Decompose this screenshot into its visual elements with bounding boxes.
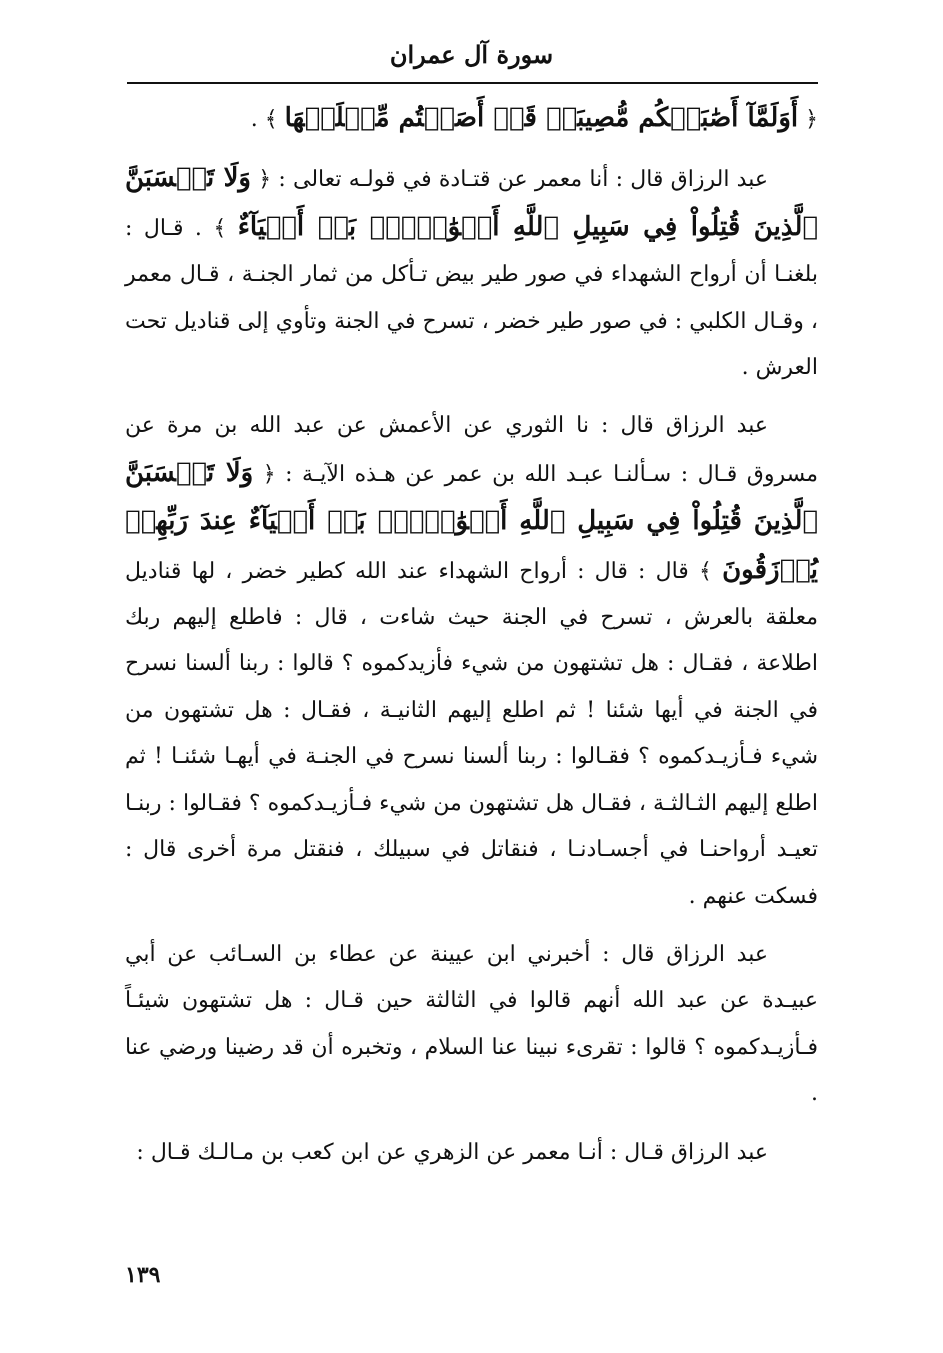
page-number: ١٣٩ [125,1262,161,1288]
verse-close-bracket: ﴾ [699,558,712,584]
paragraph-zuhri [125,1130,818,1176]
quran-verse: وَلَا تَحۡسَبَنَّ ٱلَّذِينَ قُتِلُواْ فِي سَبِيلِ ٱللَّهِ أَمۡوَٰتَۢاۚ بَلۡ أَحۡيَآءٌ عِندَ رَبِّهِمۡ يُرۡزَقُونَ [125,457,819,585]
paragraph-verse-1 [125,95,818,143]
paragraph-text: عبد الرزاق قـال : أنـا معمر عن الزهري عن ابن كعب بن مـالـك قـال : [136,1139,768,1165]
verse-open-bracket: ﴿ [258,167,272,193]
paragraph-text: عبد الرزاق قال : أنا معمر عن قتـادة في قولـه تعالى : [271,167,768,193]
quran-verse: وَلَا تَحۡسَبَنَّ ٱلَّذِينَ قُتِلُواْ فِي سَبِيلِ ٱللَّهِ أَمۡوَٰتَۢاۚ بَلۡ أَحۡيَآءٌ [125,163,818,242]
verse-close-bracket: ﴾ [213,215,227,241]
body-text [125,95,818,1188]
paragraph-text: . قـال : بلغنـا أن أرواح الشهداء في صور طير بيض تـأكل من ثمار الجنـة ، قـال معمر ، وقـال الكلبي : في صور طير خضر ، تسرح في الجنة وتأوي إلى قناديل تحت العرش . [125,215,818,381]
paragraph-masruq [125,403,818,919]
paragraph-text: عبد الرزاق قال : أخبرني ابن عيينة عن عطاء بن السـائب عن أبي عبيـدة عن عبد الله أنهم قالوا في الثالثة حين قـال : هل تشتهون شيئـاً فـأزيـدكموه ؟ قالوا : تقرىء نبينا عنا السلام ، وتخبره أن قد رضينا ورضي عنا . [125,941,818,1107]
paragraph-ibn-uyayna [125,932,818,1118]
paragraph-text: قال : قال : أرواح الشهداء عند الله كطير خضر ، لها قناديل معلقة بالعرش ، تسرح في الجنة حيث شاءت ، قال : فاطلع إليهم ربك اطلاعة ، فقـال : هل تشتهون من شيء فأزيدكموه ؟ قالوا : ربنا ألسنا نسرح في الجنة في أيها شئنا ! ثم اطلع إليهم الثانيـة ، فقـال : هل تشتهون من شيء فـأزيـدكموه ؟ فقـالوا : ربنا ألسنا نسرح في الجنـة في أيهـا شئنـا ! ثم اطلع إليهم الثـالثـة ، فقـال هل تشتهون من شيء فـأزيـدكموه ؟ فقـالوا : ربنـا تعيـد أرواحنـا في أجسـادنـا ، فنقاتل في سبيلك ، فنقتل مرة أخرى قال : فسكت عنهم . [125,558,818,909]
page-title: سورة آل عمران [389,40,554,69]
verse-open-bracket: ﴿ [805,107,818,132]
paragraph-text: . [250,107,258,132]
paragraph-text: عبد الرزاق قال : نا الثوري عن الأعمش عن عبد الله بن مرة عن مسروق قـال : سـألنـا عبـد الله بن عمر عن هـذه الآيـة : [125,413,819,487]
paragraph-qatada [125,155,818,391]
header-divider [127,82,818,84]
quran-verse: أَوَلَمَّآ أَصَٰبَتۡكُم مُّصِيبَةٞ قَدۡ أَصَبۡتُم مِّثۡلَيۡهَا [284,103,799,133]
verse-close-bracket: ﴾ [264,107,278,132]
verse-open-bracket: ﴿ [262,461,276,487]
